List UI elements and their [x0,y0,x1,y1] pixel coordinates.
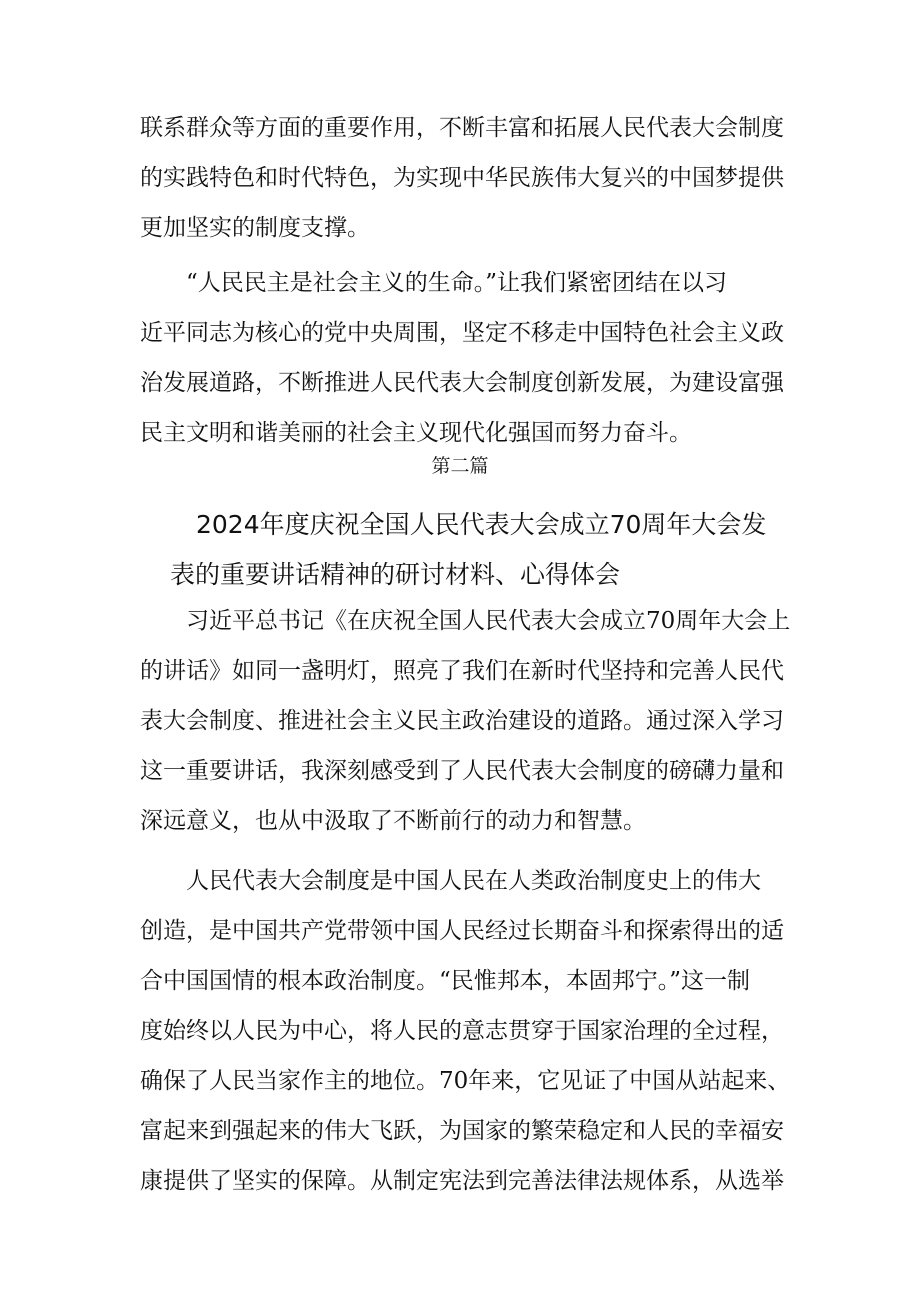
top-text [140,103,790,458]
paragraph-line: 康提供了坚实的保障。从制定宪法到完善法律法规体系，从选举 [140,1168,784,1194]
paragraph-line: 联系群众等方面的重要作用，不断丰富和拓展人民代表大会制度 [140,115,784,141]
article-heading [140,500,800,600]
paragraph-line: 创造，是中国共产党带领中国人民经过长期奋斗和探索得出的适 [140,918,784,944]
heading-line: 2024年度庆祝全国人民代表大会成立70周年大会发 [196,510,767,539]
paragraph-line: “人民民主是社会主义的生命。”让我们紧密团结在以习 [186,270,728,296]
heading-line: 表的重要讲话精神的研讨材料、心得体会 [170,560,621,589]
paragraph-line: 合中国国情的根本政治制度。“民惟邦本，本固邦宁。”这一制 [140,968,751,994]
paragraph-line: 近平同志为核心的党中央周围，坚定不移走中国特色社会主义政 [140,320,784,346]
paragraph-line: 这一重要讲话，我深刻感受到了人民代表大会制度的磅礴力量和 [140,758,784,784]
paragraph-line: 的实践特色和时代特色，为实现中华民族伟大复兴的中国梦提供 [140,165,784,191]
paragraph-line: 民主文明和谐美丽的社会主义现代化强国而努力奋斗。 [140,420,692,446]
paragraph-line: 富起来到强起来的伟大飞跃，为国家的繁荣稳定和人民的幸福安 [140,1118,784,1144]
paragraph-line: 治发展道路，不断推进人民代表大会制度创新发展，为建设富强 [140,370,784,396]
section-label: 第二篇 [431,455,489,477]
paragraph-line: 人民代表大会制度是中国人民在人类政治制度史上的伟大 [186,868,761,894]
paragraph-line: 更加坚实的制度支撑。 [140,215,370,241]
bottom-text [140,596,790,1206]
paragraph-line: 确保了人民当家作主的地位。70年来，它见证了中国从站起来、 [140,1068,790,1094]
paragraph-line: 习近平总书记《在庆祝全国人民代表大会成立70周年大会上 [186,608,790,634]
paragraph-line: 深远意义，也从中汲取了不断前行的动力和智慧。 [140,808,646,834]
paragraph-line: 表大会制度、推进社会主义民主政治建设的道路。通过深入学习 [140,708,784,734]
paragraph-line: 度始终以人民为中心，将人民的意志贯穿于国家治理的全过程， [140,1018,784,1044]
paragraph-line: 的讲话》如同一盏明灯，照亮了我们在新时代坚持和完善人民代 [140,658,784,684]
